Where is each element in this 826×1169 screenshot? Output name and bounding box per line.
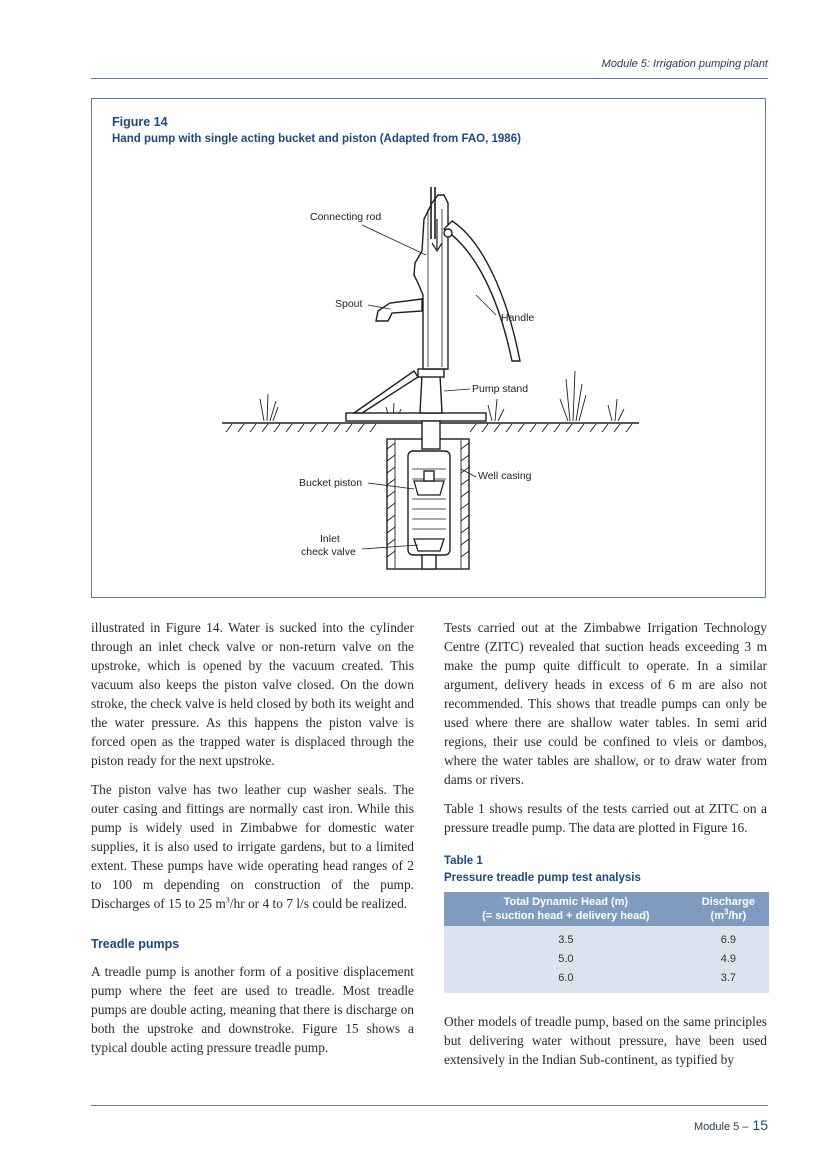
hand-pump-diagram [92, 99, 765, 597]
right-column [444, 618, 767, 1079]
paragraph: A treadle pump is another form of a positive displacement pump where the feet are used to treadle. Most treadle pumps are double acting, meaning that there is discharge on both the upstroke and downstroke. Figure 15 shows a typical double acting pressure treadle pump. [91, 964, 414, 1055]
callout-handle: Handle [501, 312, 535, 324]
footer-module: Module 5 – [693, 1121, 749, 1133]
table-title: Pressure treadle pump test analysis [444, 872, 641, 884]
page-number: 15 [752, 1117, 768, 1133]
cell-head: 6.0 [558, 972, 574, 984]
column-header-discharge: Discharge $(m^3/hr)$ [688, 892, 769, 926]
page-footer [694, 1117, 768, 1133]
callout-well-casing: Well casing [478, 470, 532, 482]
figure-label: Figure 14 [112, 115, 168, 129]
callout-connecting-rod: Connecting rod [310, 211, 382, 223]
callout-check-valve: check valve [301, 546, 356, 558]
cell-discharge: 3.7 [720, 972, 736, 984]
section-heading: Treadle pumps [91, 937, 180, 951]
paragraph: Tests carried out at the Zimbabwe Irrigation Technology Centre (ZITC) revealed that suction heads exceeding 3 m make the pump quite difficult to operate. In a similar argument, delivery heads in excess of 6 m are also not recommended. This shows that treadle pumps can only be used where there are shallow water tables. In semi arid regions, their use could be confined to vleis or dambos, where the water tables are shallow, or to draw water from dams or rivers. [444, 620, 767, 787]
cell-discharge: 4.9 [720, 953, 736, 965]
left-column [91, 618, 414, 1067]
paragraph [91, 780, 414, 913]
table-row [444, 926, 769, 950]
base-plate [346, 413, 486, 421]
footer-rule [91, 1105, 768, 1106]
text-run: The piston valve has two leather cup washer seals. The outer casing and fittings are normally cast iron. While this pump is widely used in Zimbabwe for domestic water supplies, it is also used to irrigate gardens, but to a limited extent. These pumps have wide operating head ranges of 2 to 100 m depending on construction of the pump. Discharges of 15 to 25 m [91, 782, 414, 911]
cell-head: 3.5 [558, 934, 574, 946]
table-row [444, 969, 769, 993]
support-brace [354, 371, 418, 413]
table-header-row [444, 892, 769, 926]
running-header: Module 5: Irrigation pumping plant [601, 58, 768, 70]
bucket-piston [414, 481, 444, 495]
figure-caption: Hand pump with single acting bucket and piston (Adapted from FAO, 1986) [112, 133, 521, 145]
spout [376, 299, 422, 321]
paragraph: illustrated in Figure 14. Water is sucked into the cylinder through an inlet check valve or non-return valve on the upstroke, which is opened by the vacuum created. This vacuum also keeps the piston valve closed. On the down stroke, the check valve is held closed by both its weight and the water pressure. As this happens the piston valve is forced open as the trapped water is displaced through the piston ready for the next upstroke. [91, 620, 414, 768]
test-analysis-table [444, 892, 769, 993]
pump-stand [420, 375, 442, 413]
figure-box [91, 98, 766, 598]
handle [444, 221, 520, 361]
callout-bucket-piston: Bucket piston [299, 477, 363, 489]
header-rule [91, 78, 768, 79]
riser-pipe [422, 421, 440, 449]
callout-spout: Spout [335, 298, 363, 310]
table-row [444, 950, 769, 969]
text-run: /hr or 4 to 7 l/s could be realized. [229, 896, 408, 911]
cell-discharge: 6.9 [720, 934, 736, 946]
superscript: 3 [225, 895, 230, 905]
callout-inlet: Inlet [320, 533, 340, 545]
cell-head: 5.0 [558, 953, 574, 965]
column-header-head: Total Dynamic Head (m) (= suction head + delivery head) [444, 892, 688, 926]
inlet-check-valve [414, 539, 444, 551]
paragraph: Other models of treadle pump, based on the same principles but delivering water without pressure, have been used extensively in the Indian Sub-continent, as typified by [444, 1014, 767, 1067]
callout-pump-stand: Pump stand [472, 383, 529, 395]
paragraph: Table 1 shows results of the tests carried out at ZITC on a pressure treadle pump. The data are plotted in Figure 16. [444, 801, 767, 835]
table-label: Table 1 [444, 855, 483, 867]
